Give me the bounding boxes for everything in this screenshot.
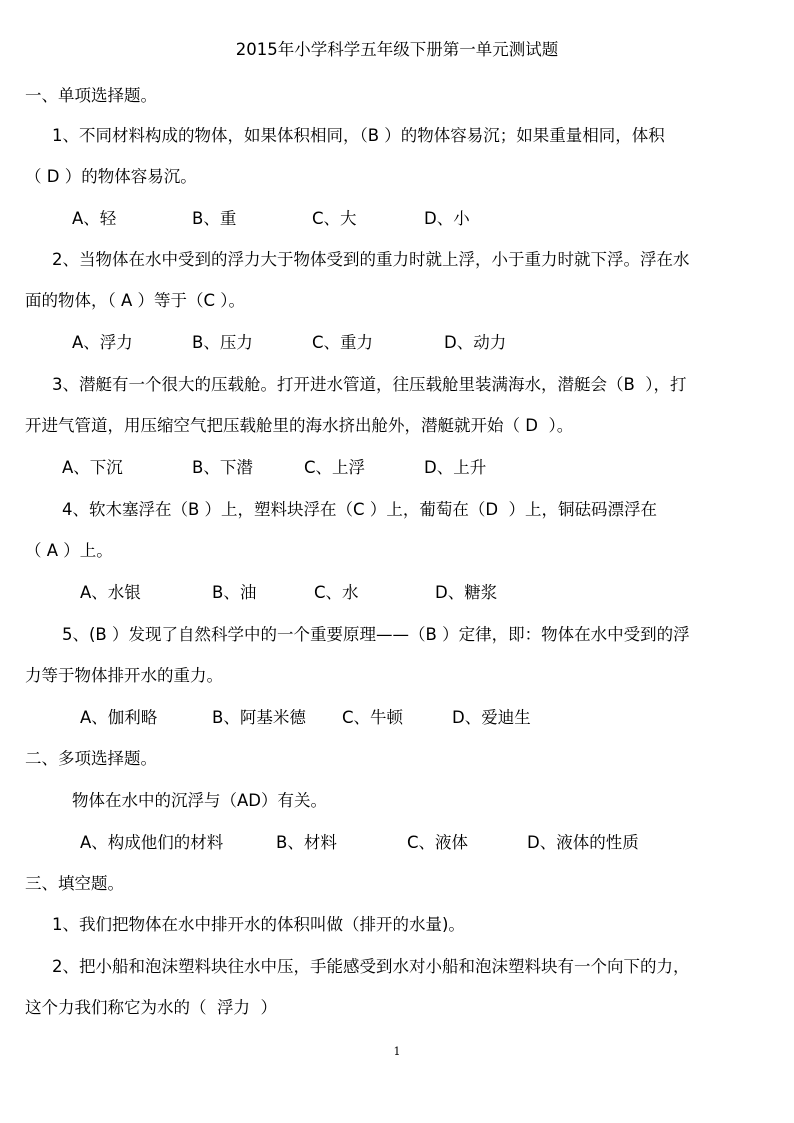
section1-q4-option-b: B、油: [212, 583, 257, 602]
section1-q1-option-c: C、大: [312, 209, 357, 228]
section3-heading: 三、填空题。: [25, 874, 124, 893]
section2-heading: 二、多项选择题。: [25, 749, 157, 768]
section1-q3-option-b: B、下潜: [192, 458, 253, 477]
section1-q1-line2: （ D ）的物体容易沉。: [25, 167, 197, 186]
section2-q1-option-a: A、构成他们的材料: [80, 833, 224, 852]
section1-q2-option-b: B、压力: [192, 333, 253, 352]
section1-q2-option-c: C、重力: [312, 333, 374, 352]
section1-q5-line1: 5、(B ）发现了自然科学中的一个重要原理——（B ）定律，即：物体在水中受到的浮: [62, 625, 690, 644]
section3-q1-line1: 1、我们把物体在水中排开水的体积叫做（排开的水量)。: [52, 915, 465, 934]
section1-q2-option-d: D、动力: [444, 333, 507, 352]
section1-q1-option-a: A、轻: [72, 209, 117, 228]
section1-q4-option-c: C、水: [314, 583, 359, 602]
section1-q5-option-c: C、牛顿: [342, 708, 404, 727]
section1-q5-option-b: B、阿基米德: [212, 708, 306, 727]
section1-q4-line2: （ A ）上。: [25, 541, 113, 560]
section1-q3-option-c: C、上浮: [304, 458, 366, 477]
section1-q5-option-a: A、伽利略: [80, 708, 158, 727]
section1-q4-option-d: D、糖浆: [435, 583, 498, 602]
section1-q4-line1: 4、软木塞浮在（B ）上，塑料块浮在（C ）上，葡萄在（D ）上，铜砝码漂浮在: [62, 500, 658, 519]
section1-heading: 一、单项选择题。: [25, 86, 157, 105]
section1-q3-line1: 3、潜艇有一个很大的压载舱。打开进水管道，往压载舱里装满海水，潜艇会（B ），打: [52, 375, 687, 394]
section1-q2-option-a: A、浮力: [72, 333, 133, 352]
section1-q5-option-d: D、爱迪生: [452, 708, 531, 727]
section1-q3-option-a: A、下沉: [62, 458, 123, 477]
section1-q2-line2: 面的物体，（ A ）等于（C ）。: [25, 291, 246, 310]
section1-q5-line2: 力等于物体排开水的重力。: [25, 666, 223, 685]
section1-q3-line2: 开进气管道，用压缩空气把压载舱里的海水挤出舱外，潜艇就开始（ D ）。: [25, 416, 574, 435]
section1-q3-option-d: D、上升: [424, 458, 487, 477]
section2-q1-option-c: C、液体: [407, 833, 469, 852]
section2-q1-option-d: D、液体的性质: [527, 833, 639, 852]
section3-q2-line1: 2、把小船和泡沫塑料块往水中压，手能感受到水对小船和泡沫塑料块有一个向下的力，: [52, 957, 690, 976]
document-title: 2015年小学科学五年级下册第一单元测试题: [235, 40, 559, 59]
section2-q1-option-b: B、材料: [276, 833, 337, 852]
section2-q1-line1: 物体在水中的沉浮与（AD）有关。: [72, 791, 327, 810]
section1-q1-option-d: D、小: [424, 209, 470, 228]
section1-q1-option-b: B、重: [192, 209, 237, 228]
section3-q2-line2: 这个力我们称它为水的（ 浮力 ）: [25, 998, 277, 1017]
section1-q1-line1: 1、不同材料构成的物体，如果体积相同，（B ）的物体容易沉；如果重量相同，体积: [52, 126, 665, 145]
section1-q2-line1: 2、当物体在水中受到的浮力大于物体受到的重力时就上浮，小于重力时就下浮。浮在水: [52, 250, 690, 269]
page-number: 1: [393, 1045, 401, 1058]
section1-q4-option-a: A、水银: [80, 583, 141, 602]
